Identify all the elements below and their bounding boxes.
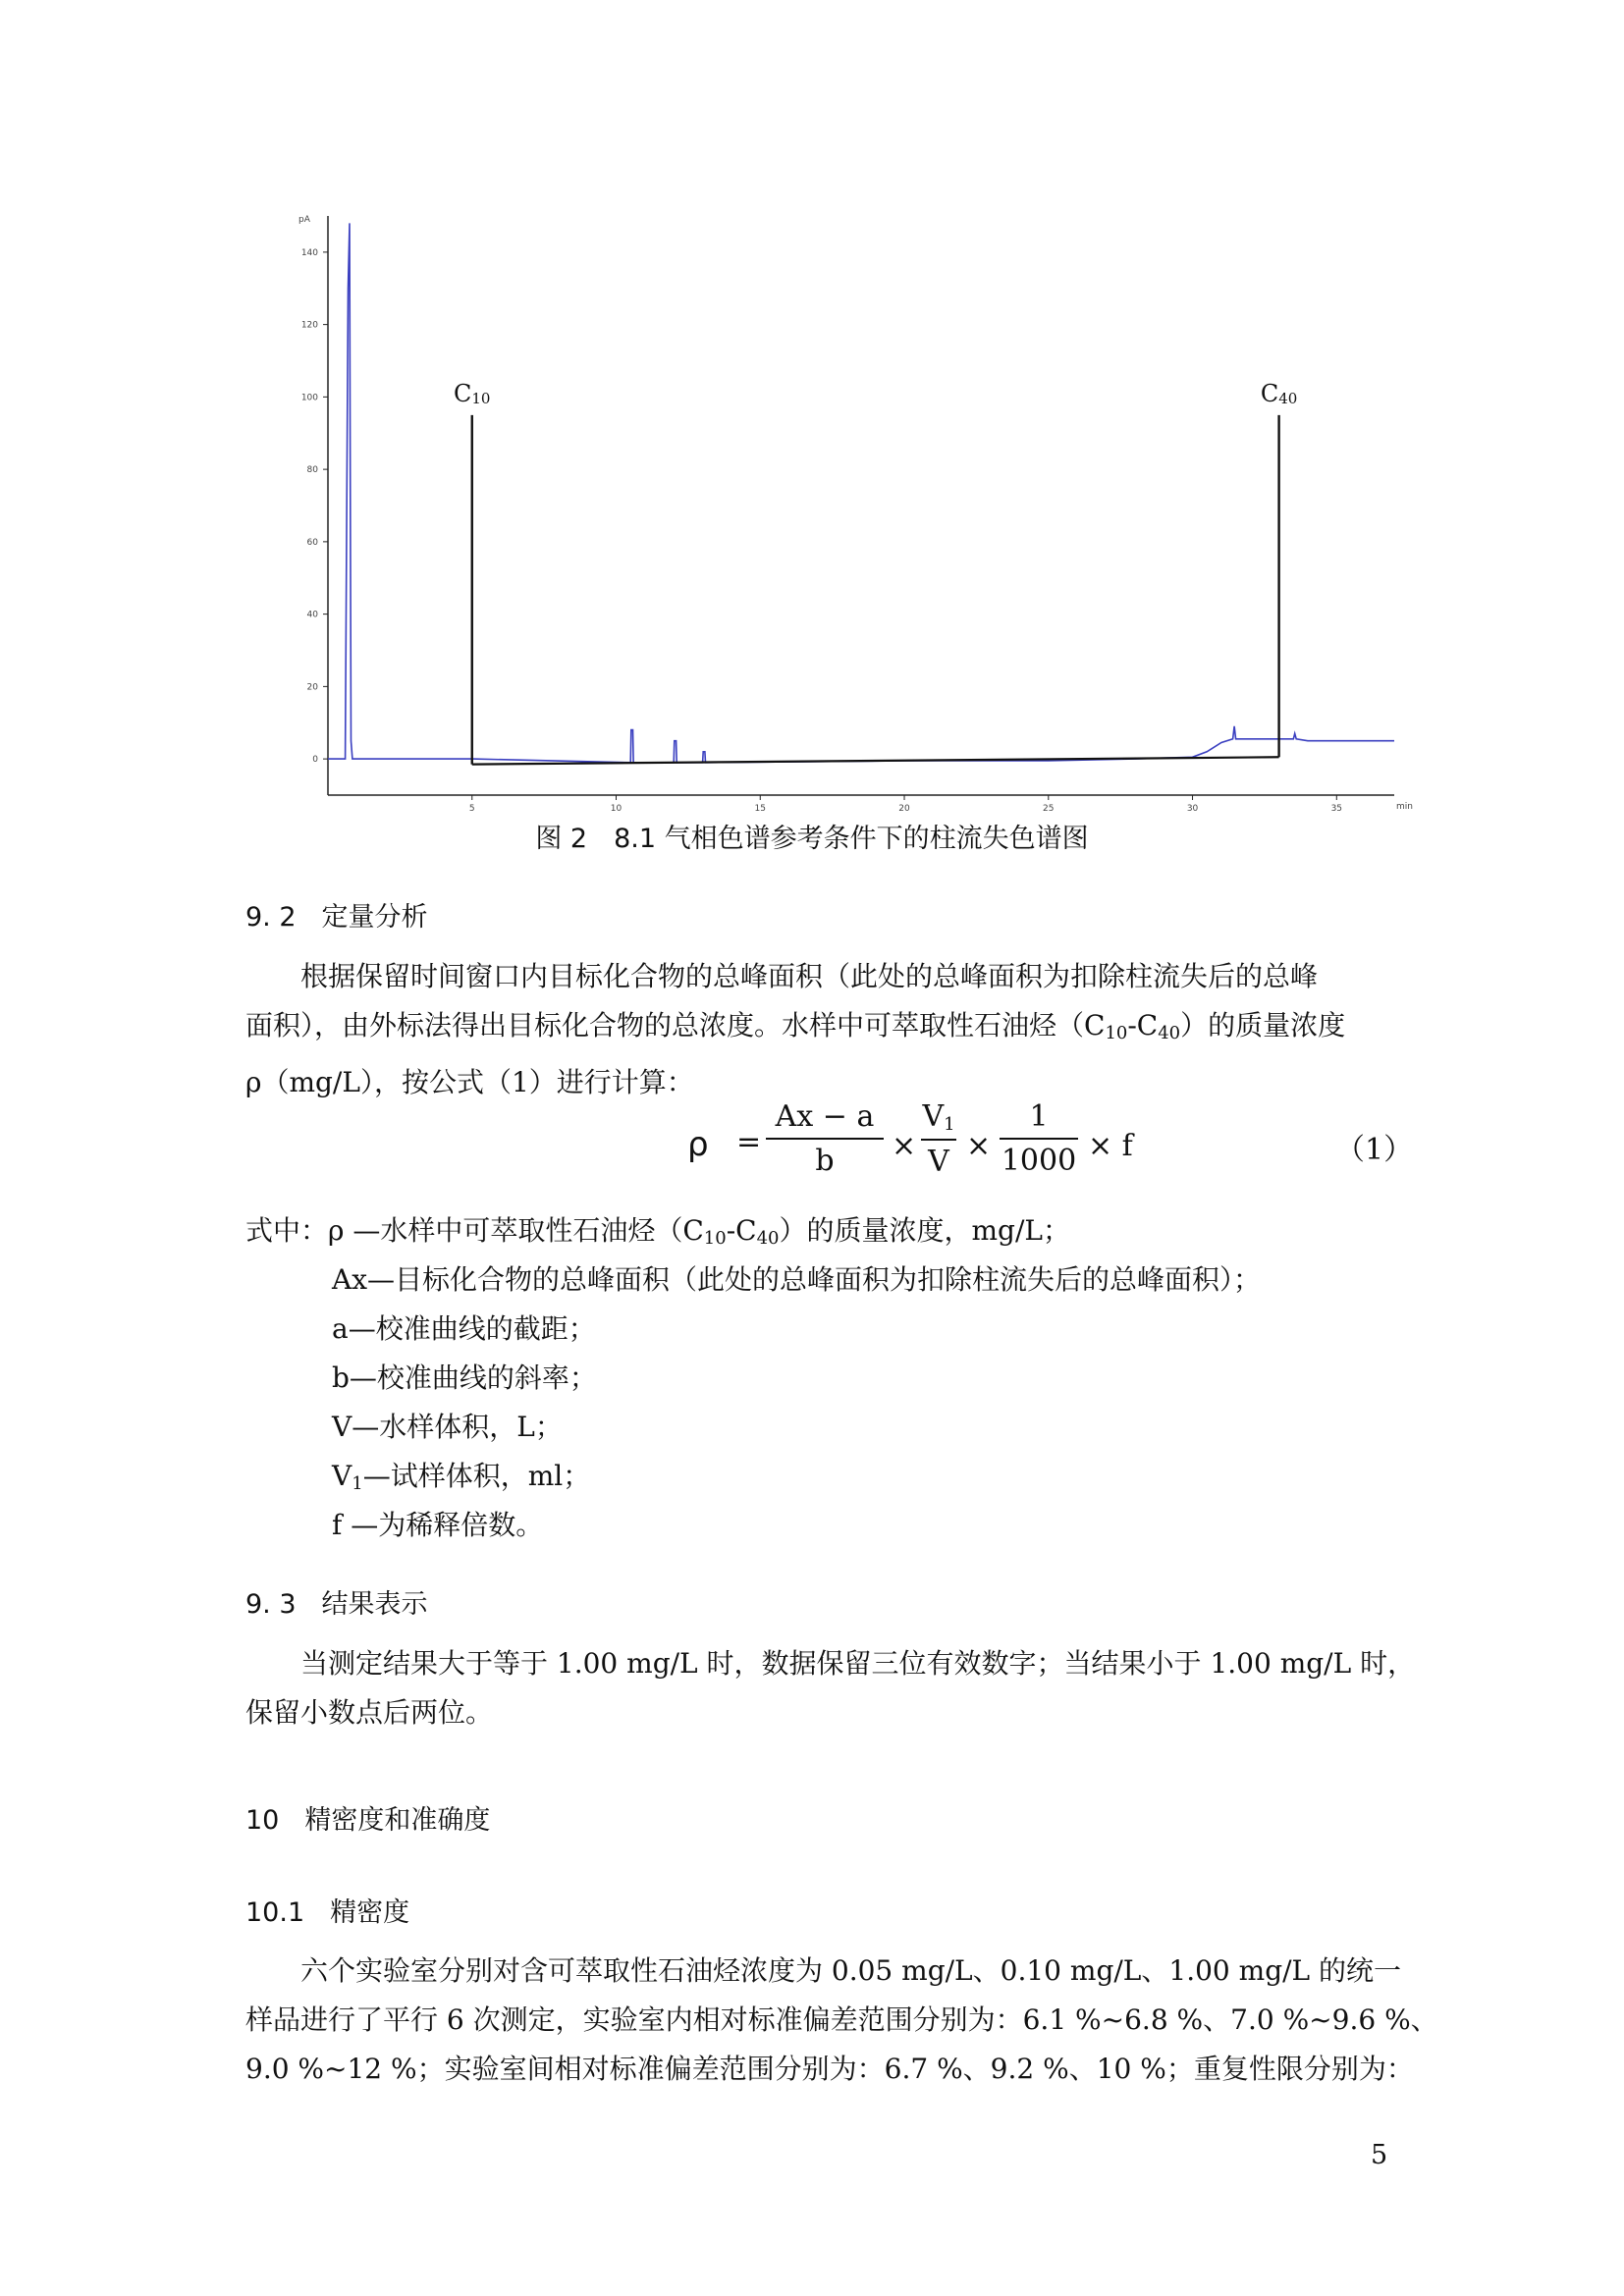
section-title: 结果表示 xyxy=(321,1589,428,1620)
page-number: 5 xyxy=(1371,2140,1388,2170)
para-line: 六个实验室分别对含可萃取性石油烃浓度为 0.05 mg/L、0.10 mg/L、1.00 mg/L 的统一 xyxy=(300,1954,1402,1987)
chart-markers xyxy=(454,380,1297,765)
y-axis-unit: pA xyxy=(298,215,310,225)
y-tick-label: 80 xyxy=(306,465,318,476)
fraction-1-over-1000 xyxy=(1000,1099,1078,1178)
y-tick-label: 20 xyxy=(306,682,318,693)
y-tick-label: 100 xyxy=(300,393,318,403)
formula-number: （1） xyxy=(1335,1133,1414,1167)
chart-trace xyxy=(328,223,1394,762)
paragraph-9-2 xyxy=(245,952,1384,1107)
y-tick-label: 40 xyxy=(306,610,318,620)
fraction-numerator: Ax − a xyxy=(775,1099,875,1134)
text-run: ）的质量浓度 xyxy=(1180,1009,1346,1041)
y-tick-label: 60 xyxy=(306,537,318,548)
section-number: 9. 2 xyxy=(245,902,297,933)
para-line: 样品进行了平行 6 次测定，实验室内相对标准偏差范围分别为：6.1 %~6.8 %、7.0 %~9.6 %、 xyxy=(245,2003,1438,2036)
formula-tail: × f xyxy=(1088,1129,1133,1163)
text-run: -C xyxy=(1127,1009,1159,1041)
fraction-bar xyxy=(1000,1138,1078,1140)
text-run: V xyxy=(922,1099,945,1134)
para-line: ρ（mg/L），按公式（1）进行计算： xyxy=(245,1066,694,1098)
definition-v1 xyxy=(332,1455,590,1494)
fraction-denominator: 1000 xyxy=(1001,1144,1077,1178)
x-tick-label: 5 xyxy=(468,804,475,814)
formula-equals: = xyxy=(736,1125,762,1159)
chromatogram-trace xyxy=(328,223,1394,762)
paragraph-10-1 xyxy=(245,1947,1438,2094)
fraction-denominator: b xyxy=(815,1144,835,1178)
integration-baseline xyxy=(472,757,1279,764)
section-number: 10 xyxy=(245,1805,280,1836)
subscript: 40 xyxy=(756,1228,780,1249)
fraction-numerator: 1 xyxy=(1029,1099,1049,1134)
fraction-ax-a-over-b xyxy=(766,1099,884,1178)
section-10-1-heading xyxy=(245,1891,409,1929)
para-line xyxy=(245,1001,1384,1058)
y-tick-label: 0 xyxy=(312,755,318,766)
y-tick-label: 140 xyxy=(300,247,318,258)
para-line: 根据保留时间窗口内目标化合物的总峰面积（此处的总峰面积为扣除柱流失后的总峰 xyxy=(300,960,1319,992)
marker-label: C40 xyxy=(1260,379,1298,407)
formula-times: × xyxy=(966,1129,992,1163)
para-line: 当测定结果大于等于 1.00 mg/L 时，数据保留三位有效数字；当结果小于 1.00 mg/L 时， xyxy=(300,1647,1416,1680)
subscript: 40 xyxy=(1158,1023,1181,1043)
figure-caption: 图 2 8.1 气相色谱参考条件下的柱流失色谱图 xyxy=(535,824,1089,854)
para-line: 保留小数点后两位。 xyxy=(245,1696,494,1729)
paragraph-9-3 xyxy=(245,1639,1416,1737)
chart-ticks xyxy=(301,248,1342,814)
fraction-bar xyxy=(921,1139,956,1141)
formula-rho: ρ xyxy=(687,1125,709,1164)
x-tick-label: 20 xyxy=(898,804,910,814)
definition-ax: Ax—目标化合物的总峰面积（此处的总峰面积为扣除柱流失后的总峰面积）； xyxy=(332,1263,1262,1296)
x-tick-label: 15 xyxy=(754,804,766,814)
subscript: 10 xyxy=(703,1228,727,1249)
text-run: -C xyxy=(726,1214,757,1247)
x-tick-label: 25 xyxy=(1043,804,1055,814)
marker-label-subscript: 40 xyxy=(1278,389,1298,407)
fraction-v1-over-v xyxy=(921,1099,956,1179)
text-run: —试样体积，ml； xyxy=(362,1460,591,1492)
definition-f: f —为稀释倍数。 xyxy=(332,1509,544,1541)
definition-b: b—校准曲线的斜率； xyxy=(332,1362,597,1394)
x-axis-unit: min xyxy=(1396,802,1413,812)
x-tick-label: 10 xyxy=(610,804,623,814)
definition-rho xyxy=(328,1209,1070,1249)
text-run: ρ —水样中可萃取性石油烃（C xyxy=(328,1214,704,1247)
y-tick-label: 120 xyxy=(300,320,318,331)
subscript: 1 xyxy=(944,1114,955,1135)
section-title: 精密度和准确度 xyxy=(304,1805,491,1836)
marker-label: C10 xyxy=(454,379,491,407)
definition-v: V—水样体积，L； xyxy=(332,1411,563,1443)
section-number: 10.1 xyxy=(245,1897,305,1928)
section-title: 精密度 xyxy=(330,1897,410,1928)
section-number: 9. 3 xyxy=(245,1589,297,1620)
subscript: 10 xyxy=(1105,1023,1128,1043)
section-9-2-heading xyxy=(245,895,428,934)
text-run: ）的质量浓度，mg/L； xyxy=(779,1214,1071,1247)
section-10-heading xyxy=(245,1798,490,1837)
fraction-denominator: V xyxy=(928,1145,949,1179)
text-run: V xyxy=(332,1460,352,1492)
chromatogram-chart xyxy=(285,206,1424,815)
para-line: 9.0 %~12 %；实验室间相对标准偏差范围分别为：6.7 %、9.2 %、10 %；重复性限分别为： xyxy=(245,2053,1414,2085)
section-title: 定量分析 xyxy=(321,902,428,933)
formula-1 xyxy=(687,1099,1414,1198)
fraction-numerator xyxy=(921,1099,956,1135)
formula-times: × xyxy=(892,1129,917,1163)
x-tick-label: 35 xyxy=(1330,804,1343,814)
marker-label-subscript: 10 xyxy=(471,389,491,407)
definition-a: a—校准曲线的截距； xyxy=(332,1312,596,1345)
definitions-intro: 式中： xyxy=(245,1214,329,1247)
fraction-bar xyxy=(766,1138,884,1140)
x-tick-label: 30 xyxy=(1186,804,1199,814)
subscript: 1 xyxy=(352,1473,363,1494)
section-9-3-heading xyxy=(245,1582,428,1621)
chart-axes xyxy=(298,215,1413,812)
text-run: 面积），由外标法得出目标化合物的总浓度。水样中可萃取性石油烃（C xyxy=(245,1009,1106,1041)
